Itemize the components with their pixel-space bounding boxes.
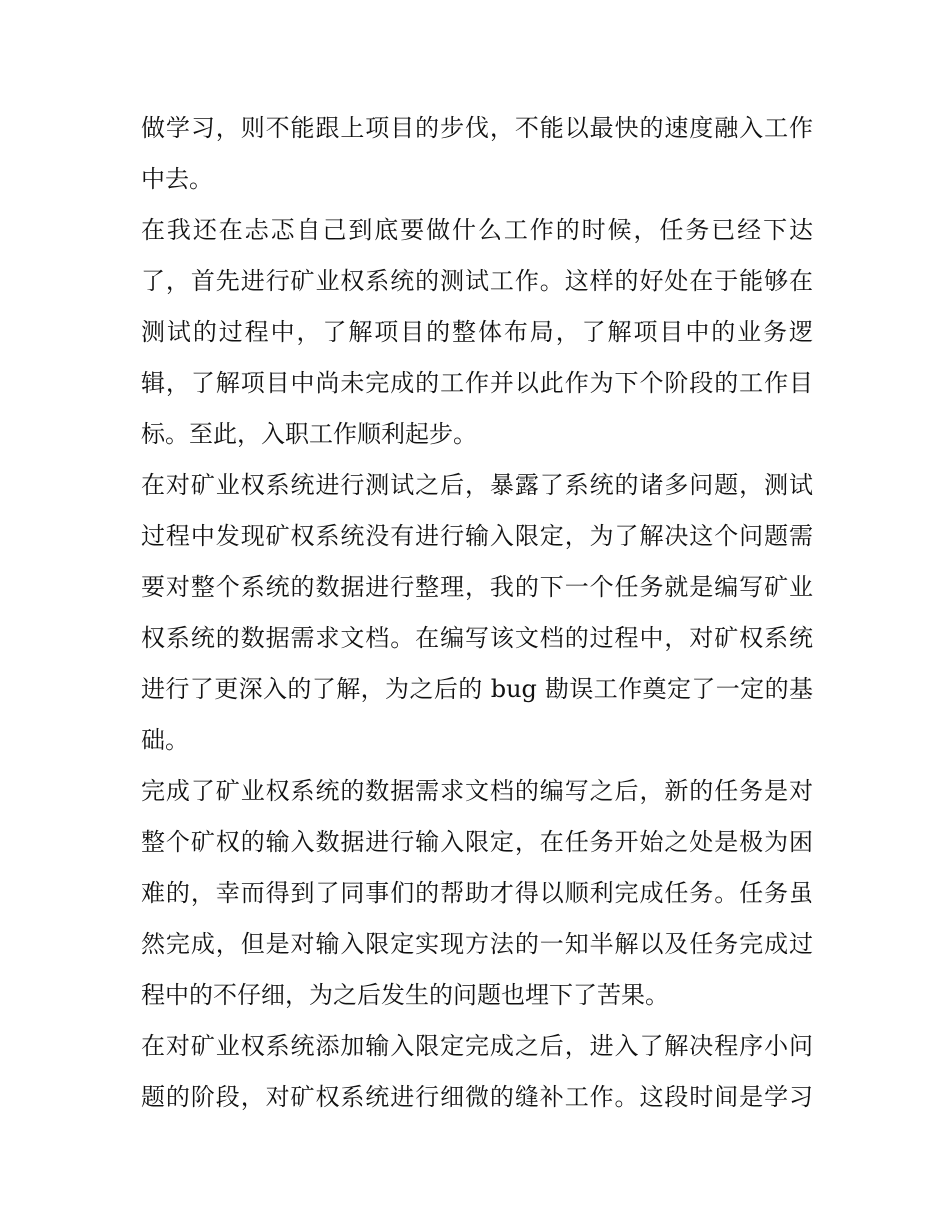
text-line: 难的，幸而得到了同事们的帮助才得以顺利完成任务。任务虽 <box>141 879 813 907</box>
text-line: 要对整个系统的数据进行整理，我的下一个任务就是编写矿业 <box>141 573 813 601</box>
text-line: 然完成，但是对输入限定实现方法的一知半解以及任务完成过 <box>141 930 813 958</box>
text-line: 中去。 <box>141 165 213 193</box>
text-line: 在我还在忐忑自己到底要做什么工作的时候，任务已经下达 <box>141 216 813 244</box>
text-line: 标。至此，入职工作顺利起步。 <box>141 420 477 448</box>
text-line: 完成了矿业权系统的数据需求文档的编写之后，新的任务是对 <box>141 777 813 805</box>
text-line: 础。 <box>141 726 189 754</box>
paragraph-3 <box>141 460 813 766</box>
text-line: 题的阶段，对矿权系统进行细微的缝补工作。这段时间是学习 <box>141 1083 813 1111</box>
paragraph-1 <box>141 103 813 205</box>
document-body <box>141 103 813 1123</box>
text-line: 辑，了解项目中尚未完成的工作并以此作为下个阶段的工作目 <box>141 369 813 397</box>
text-line: 在对矿业权系统添加输入限定完成之后，进入了解决程序小问 <box>141 1032 813 1060</box>
text-line: 了，首先进行矿业权系统的测试工作。这样的好处在于能够在 <box>141 267 813 295</box>
paragraph-4 <box>141 766 813 1021</box>
text-line: 权系统的数据需求文档。在编写该文档的过程中，对矿权系统 <box>141 624 813 652</box>
text-line: 测试的过程中，了解项目的整体布局，了解项目中的业务逻 <box>141 318 813 346</box>
text-line: 在对矿业权系统进行测试之后，暴露了系统的诸多问题，测试 <box>141 471 813 499</box>
paragraph-2 <box>141 205 813 460</box>
text-line: 进行了更深入的了解，为之后的 bug 勘误工作奠定了一定的基 <box>141 675 813 703</box>
text-line: 整个矿权的输入数据进行输入限定，在任务开始之处是极为困 <box>141 828 813 856</box>
text-line: 做学习，则不能跟上项目的步伐，不能以最快的速度融入工作 <box>141 114 813 142</box>
text-line: 过程中发现矿权系统没有进行输入限定，为了解决这个问题需 <box>141 522 813 550</box>
paragraph-5 <box>141 1021 813 1123</box>
text-line: 程中的不仔细，为之后发生的问题也埋下了苦果。 <box>141 981 669 1009</box>
